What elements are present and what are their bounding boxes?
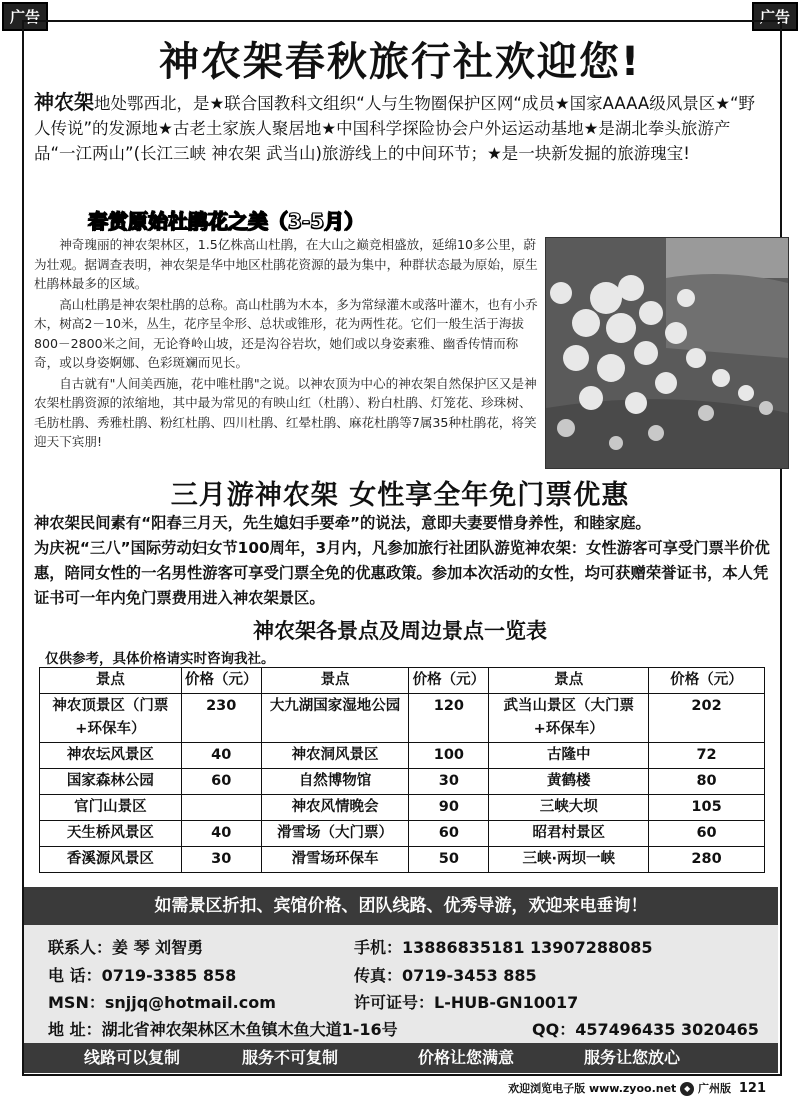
slogan-2: 服务不可复制: [242, 1048, 339, 1067]
spot-price: 105: [649, 795, 765, 821]
spot-name: 滑雪场（大门票）: [261, 821, 409, 847]
spot-name: 神农洞风景区: [261, 743, 409, 769]
promotion-text: [34, 511, 772, 611]
header-spot: 景点: [261, 668, 409, 694]
spot-price: 90: [409, 795, 489, 821]
price-table-heading: 神农架各景点及周边景点一览表: [253, 619, 547, 643]
spot-name: 滑雪场环保车: [261, 847, 409, 873]
rhododendron-paragraph-1: 神奇瑰丽的神农架林区，1.5亿株高山杜鹃，在大山之巅竞相盛放，延绵10多公里，蔚为壮观。据调查表明，神农架是华中地区杜鹃花资源的最为集中，种群状态最为原始，原生杜鹃林最多的区域。: [34, 237, 538, 291]
promotion-paragraph-2: 为庆祝“三八”国际劳动妇女节100周年，3月内，凡参加旅行社团队游览神农架：女性游客可享受门票半价优惠，陪同女性的一名男性游客可享受门票全免的优惠政策。参加本次活动的女性，均可获赠荣誉证书，本人凭证书可一年内免门票费用进入神农架景区。: [34, 539, 770, 607]
rhododendron-paragraph-2: 高山杜鹃是神农架杜鹃的总称。高山杜鹃为木本，多为常绿灌木或落叶灌木，也有小乔木，树高2－10米，丛生，花序呈伞形、总状或锥形，花为两性花。它们一般生活于海拔800－2800米之间，无论脊岭山坡，还是沟谷岩坎，她们或以身姿素雅、幽香传情而称奇，或以身姿婀娜、色彩斑斓而见长。: [34, 296, 538, 370]
spot-name: 古隆中: [489, 743, 649, 769]
table-row: [40, 694, 765, 743]
spot-name: 大九湖国家湿地公园: [261, 694, 409, 743]
page-number: 121: [738, 1081, 766, 1096]
intro-lead: 神农架: [34, 90, 94, 114]
rhododendron-heading: 春赏原始杜鹃花之美（3-5月）: [88, 209, 365, 233]
spot-price: 80: [649, 769, 765, 795]
price-table-note: 仅供参考，具体价格请实时咨询我社。: [45, 651, 275, 667]
ad-tag-right: 广告: [752, 2, 798, 31]
contact-license: 许可证号：L-HUB-GN10017: [354, 993, 579, 1012]
contact-person: 联系人：姜 琴 刘智勇: [48, 938, 204, 957]
contact-fax: 传真：0719-3453 885: [354, 966, 537, 985]
slogan-1: 线路可以复制: [84, 1048, 181, 1067]
spot-name: 神农顶景区（门票+环保车）: [40, 694, 182, 743]
page-title: 神农架春秋旅行社欢迎您!: [158, 39, 642, 85]
table-row: [40, 821, 765, 847]
spot-name: 神农风情晚会: [261, 795, 409, 821]
spot-price: 40: [181, 821, 261, 847]
rhododendron-paragraph-3: 自古就有"人间美西施，花中唯杜鹃"之说。以神农顶为中心的神农架自然保护区又是神农架杜鹃资源的浓缩地，其中最为常见的有映山红（杜鹃）、粉白杜鹃、灯笼花、珍珠树、毛肪杜鹃、秀雅杜鹃、粉红杜鹃、四川杜鹃、红晕杜鹃、麻花杜鹃等7属35种杜鹃花，将笑迎天下宾朋!: [34, 375, 537, 449]
spot-price: 60: [409, 821, 489, 847]
contact-qq: QQ：457496435 3020465: [532, 1020, 759, 1039]
spot-price: 40: [181, 743, 261, 769]
spot-name: 黄鹤楼: [489, 769, 649, 795]
spot-price: 202: [649, 694, 765, 743]
contact-mobile: 手机：13886835181 13907288085: [354, 938, 653, 957]
promotion-paragraph-1: 神农架民间素有“阳春三月天，先生媳妇手要牵”的说法，意即夫妻要惜身养性，和睦家庭。: [34, 514, 651, 532]
contact-msn[interactable]: MSN：snjjq@hotmail.com: [48, 993, 276, 1012]
cta-banner: 如需景区折扣、宾馆价格、团队线路、优秀导游，欢迎来电垂询！: [24, 887, 778, 925]
header-spot: 景点: [40, 668, 182, 694]
intro-paragraph: [34, 90, 766, 166]
spot-price: 30: [181, 847, 261, 873]
spot-name: 昭君村景区: [489, 821, 649, 847]
spot-name: 国家森林公园: [40, 769, 182, 795]
rhododendron-photo: [545, 237, 789, 469]
ad-tag-left: 广告: [2, 2, 48, 31]
header-price: 价格（元）: [649, 668, 765, 694]
promotion-heading: 三月游神农架 女性享全年免门票优惠: [170, 480, 630, 511]
spot-name: 三峡·两坝一峡: [489, 847, 649, 873]
intro-text: 地处鄂西北，是★联合国教科文组织“人与生物圈保护区网“成员★国家AAAA级风景区★“野人传说”的发源地★古老土家族人聚居地★中国科学探险协会户外运运动基地★是湖北拳头旅游产品“一江两山”(长江三峡 神农架 武当山)旅游线上的中间环节；★是一块新发掘的旅游瑰宝!: [34, 94, 756, 163]
spot-name: 天生桥风景区: [40, 821, 182, 847]
footer-edition: 广州版: [698, 1082, 732, 1095]
table-row: [40, 743, 765, 769]
contact-panel: [24, 925, 778, 1043]
spot-name: 自然博物馆: [261, 769, 409, 795]
magazine-seal-icon: ◆: [680, 1082, 694, 1096]
spot-price: 100: [409, 743, 489, 769]
slogan-banner: [24, 1043, 778, 1073]
rhododendron-text: [34, 235, 539, 453]
spot-price: 60: [649, 821, 765, 847]
table-row: [40, 847, 765, 873]
spot-price: 72: [649, 743, 765, 769]
spot-price: 30: [409, 769, 489, 795]
footer-text: 欢迎浏览电子版 www.zyoo.net: [508, 1082, 677, 1095]
header-spot: 景点: [489, 668, 649, 694]
contact-phone: 电 话：0719-3385 858: [48, 966, 237, 985]
header-price: 价格（元）: [181, 668, 261, 694]
spot-price: 230: [181, 694, 261, 743]
spot-name: 武当山景区（大门票+环保车）: [489, 694, 649, 743]
page-footer: [508, 1080, 766, 1096]
slogan-4: 服务让您放心: [584, 1048, 681, 1067]
contact-address: 地 址：湖北省神农架林区木鱼镇木鱼大道1-16号: [48, 1020, 398, 1039]
spot-price: [181, 795, 261, 821]
spot-price: 120: [409, 694, 489, 743]
slogan-3: 价格让您满意: [418, 1048, 515, 1067]
spot-name: 官门山景区: [40, 795, 182, 821]
price-table: [39, 667, 765, 873]
spot-price: 50: [409, 847, 489, 873]
spot-name: 香溪源风景区: [40, 847, 182, 873]
spot-name: 神农坛风景区: [40, 743, 182, 769]
header-price: 价格（元）: [409, 668, 489, 694]
spot-price: 60: [181, 769, 261, 795]
table-row: [40, 769, 765, 795]
table-row: [40, 795, 765, 821]
spot-name: 三峡大坝: [489, 795, 649, 821]
spot-price: 280: [649, 847, 765, 873]
